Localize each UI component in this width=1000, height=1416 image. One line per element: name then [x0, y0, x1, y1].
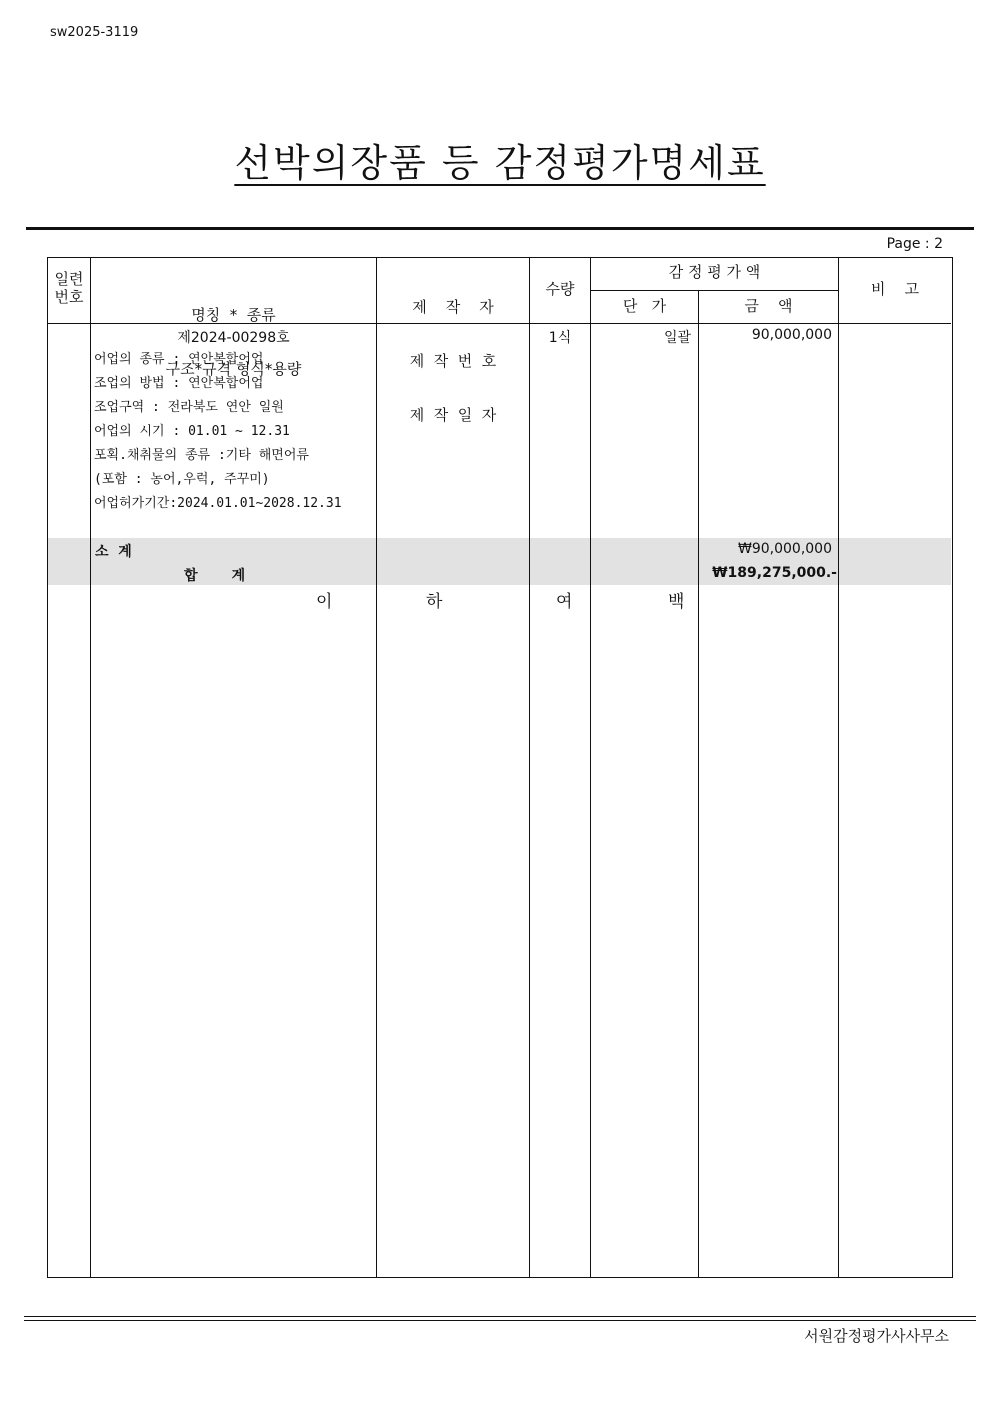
col-divider: [529, 257, 530, 1278]
total-amount: ₩189,275,000.-: [712, 565, 837, 581]
bottom-rule: [24, 1316, 976, 1317]
total-label: 합 계: [184, 568, 246, 584]
item-line: 포획.채취물의 종류 :기타 해면어류: [94, 448, 309, 463]
page-title: [0, 132, 1000, 187]
office-name: 서원감정평가사사무소: [804, 1327, 949, 1345]
top-rule: [26, 227, 974, 230]
item-unit-price: 일괄: [663, 330, 691, 346]
item-line: 어업허가기간:2024.01.01~2028.12.31: [94, 496, 342, 511]
header-serial-line2: 번호: [54, 288, 84, 306]
col-divider: [838, 257, 839, 1278]
page-number: Page : 2: [886, 236, 943, 252]
item-amount: 90,000,000: [751, 327, 832, 343]
header-appraisal: 감 정 평 가 액: [668, 263, 761, 281]
header-subdivider: [591, 290, 838, 291]
header-amount: 금 액: [744, 297, 793, 315]
blank-mark: 하: [426, 592, 443, 612]
item-description: [94, 348, 342, 516]
item-quantity: 1식: [548, 330, 572, 346]
header-quantity: 수량: [545, 280, 575, 298]
header-serial-line1: 일련: [54, 270, 84, 288]
header-maker-line1: 제 작 자: [412, 298, 494, 316]
blank-mark: 여: [556, 592, 573, 612]
header-name-line1: 명칭 * 종류: [191, 306, 276, 324]
item-line: 어업의 종류 : 연안복합어업: [94, 352, 264, 367]
header-serial: [48, 270, 90, 306]
item-line: 어업의 시기 : 01.01 ~ 12.31: [94, 424, 290, 439]
document-id: sw2025-3119: [50, 25, 139, 40]
subtotal-label: 소 계: [95, 544, 132, 560]
blank-mark: 백: [668, 592, 685, 612]
item-line: 조업의 방법 : 연안복합어업: [94, 376, 264, 391]
item-line: (포함 : 농어,우럭, 주꾸미): [94, 472, 270, 487]
bottom-rule: [24, 1320, 976, 1321]
col-divider: [590, 257, 591, 1278]
col-divider: [698, 290, 699, 1278]
header-maker: [377, 262, 529, 442]
col-divider: [90, 257, 91, 1278]
header-maker-line2: 제 작 번 호: [409, 352, 497, 370]
item-line: 조업구역 : 전라북도 연안 일원: [94, 400, 284, 415]
header-maker-line3: 제 작 일 자: [409, 406, 497, 424]
header-remarks: 비 고: [870, 280, 920, 298]
item-number: 제2024-00298호: [177, 330, 290, 346]
subtotal-amount: ₩90,000,000: [737, 541, 832, 557]
blank-mark: 이: [316, 592, 333, 612]
title-text: 선박의장품 등 감정평가명세표: [234, 141, 766, 185]
header-unit-price: 단 가: [622, 297, 667, 315]
header-name-line2: 구조*규격 형식*용량: [165, 360, 302, 378]
